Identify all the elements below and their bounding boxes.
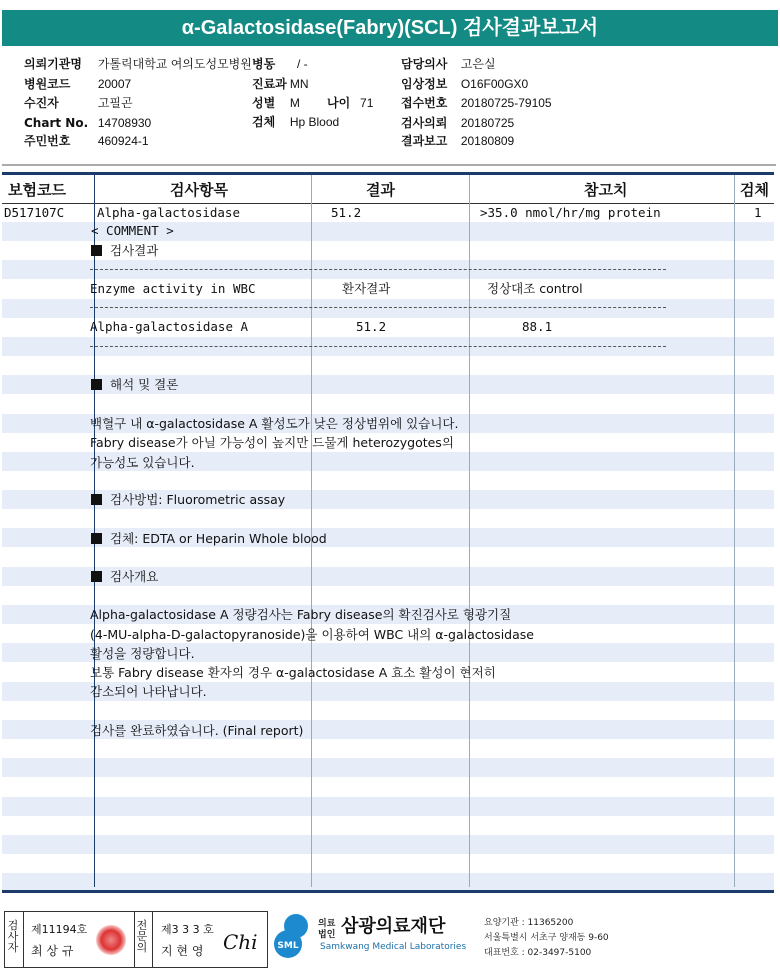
header-code: 보험코드 (8, 181, 66, 199)
method-text: 검사방법: Fluorometric assay (110, 492, 286, 507)
header-specimen: 검체 (740, 181, 769, 199)
patient-col-label: 환자결과 (342, 281, 391, 296)
section-title: 해석 및 결론 (110, 377, 179, 392)
institution-code: 요양기관 : 11365200 (484, 918, 574, 928)
box-divider (152, 912, 153, 967)
section-title: 검사개요 (110, 569, 159, 584)
samkwang-logo-icon (272, 912, 314, 960)
info-dept (252, 77, 309, 91)
result-item: Alpha-galactosidase (97, 205, 240, 220)
report-title: α-Galactosidase(Fabry)(SCL) 검사결과보고서 (2, 10, 778, 46)
header-reference: 참고치 (584, 181, 628, 199)
tester-vertical-label: 검사자 (7, 919, 19, 954)
dashed-rule (90, 346, 666, 347)
info-value: 고필곤 (97, 96, 133, 110)
section-interpretation (91, 377, 178, 393)
row-stripe (2, 835, 774, 854)
overview-line: 감소되어 나타납니다. (90, 684, 207, 699)
info-label: 주민번호 (24, 134, 71, 148)
dashed-rule (90, 269, 666, 270)
info-chart (24, 116, 151, 130)
info-label: 병동 (252, 57, 276, 71)
info-label: 수진자 (24, 96, 59, 110)
specialist-name: 지 현 영 (161, 944, 204, 958)
info-label: 성별 (252, 96, 276, 110)
info-value: 14708930 (97, 116, 152, 130)
info-label: 접수번호 (401, 96, 448, 110)
info-label: 검사의뢰 (401, 116, 448, 130)
logo-text: SML (277, 941, 299, 951)
info-label: 나이 (327, 96, 351, 110)
org-phone: 대표번호 : 02-3497-5100 (484, 948, 592, 958)
info-value: 가톨릭대학교 여의도성모병원 (97, 57, 252, 71)
info-specimen (252, 115, 339, 129)
bullet-square-icon (91, 571, 102, 582)
enzyme-item: Alpha-galactosidase A (90, 319, 249, 334)
result-reference: >35.0 nmol/hr/mg protein (480, 205, 661, 220)
info-hospital (24, 57, 252, 71)
info-patient (24, 96, 133, 110)
comment-tag: < COMMENT > (91, 223, 174, 238)
column-divider (469, 175, 470, 887)
official-seal-icon (96, 925, 126, 955)
result-specimen: 1 (754, 205, 762, 220)
interpretation-line: 백혈구 내 α-galactosidase A 활성도가 낮은 정상범위에 있습니다. (90, 416, 459, 431)
org-prefix: 법인 (318, 930, 336, 940)
info-value: Hp Blood (289, 115, 340, 129)
row-stripe (2, 797, 774, 816)
info-request (401, 116, 514, 130)
org-prefix: 의료 (318, 919, 336, 929)
result-value: 51.2 (331, 205, 362, 220)
info-value: 20180725-79105 (460, 96, 552, 110)
column-divider (734, 175, 735, 887)
interpretation-line: 가능성도 있습니다. (90, 455, 195, 470)
header-result: 결과 (366, 181, 395, 199)
section-result (91, 243, 158, 259)
info-label: 검체 (252, 115, 276, 129)
table-header (2, 172, 774, 204)
info-value: 71 (360, 96, 374, 110)
info-label: 의뢰기관명 (24, 57, 82, 71)
section-title: 검사결과 (110, 243, 159, 258)
tester-license: 제11194호 (31, 923, 88, 936)
info-code (24, 77, 131, 91)
specimen-text: 검체: EDTA or Heparin Whole blood (110, 531, 327, 546)
info-label: 결과보고 (401, 134, 448, 148)
header-item: 검사항목 (170, 181, 228, 199)
info-label: Chart No. (24, 116, 89, 130)
section-specimen (91, 531, 327, 547)
info-report (401, 134, 514, 148)
info-label: 병원코드 (24, 77, 71, 91)
interpretation-line: Fabry disease가 아닐 가능성이 높지만 드물게 heterozygotes의 (90, 435, 454, 450)
overview-line: 활성을 정량합니다. (90, 646, 195, 661)
specialist-vertical-label: 전문의 (136, 919, 148, 954)
control-result: 88.1 (522, 319, 553, 334)
row-stripe (2, 758, 774, 777)
info-value: 20007 (97, 77, 132, 91)
bullet-square-icon (91, 533, 102, 544)
result-code: D517107C (4, 205, 65, 220)
info-value: 20180809 (460, 134, 515, 148)
box-divider (23, 912, 24, 967)
bullet-square-icon (91, 494, 102, 505)
info-label: 담당의사 (401, 57, 448, 71)
info-value: 20180725 (460, 116, 515, 130)
box-divider (134, 912, 135, 967)
overview-line: (4-MU-alpha-D-galactopyranoside)을 이용하여 WBC 내의 α-galactosidase (90, 627, 534, 642)
bullet-square-icon (91, 379, 102, 390)
row-stripe (2, 299, 774, 318)
info-sex (252, 96, 300, 110)
section-overview (91, 569, 158, 585)
patient-result: 51.2 (356, 319, 387, 334)
info-ward (252, 57, 308, 71)
table-bottom-rule (2, 890, 774, 893)
final-report-note: 검사를 완료하였습니다. (Final report) (90, 723, 304, 738)
org-english-name: Samkwang Medical Laboratories (320, 942, 467, 952)
signature-box (4, 911, 268, 968)
info-label: 임상정보 (401, 77, 448, 91)
info-label: 진료과 (252, 77, 287, 91)
info-id (24, 134, 149, 148)
control-col-label: 정상대조 control (487, 281, 583, 296)
tester-name: 최 상 규 (31, 944, 74, 958)
signature-icon: Chi (223, 930, 258, 954)
info-value: O16F00GX0 (460, 77, 529, 91)
info-age (327, 96, 373, 110)
overview-line: 보통 Fabry disease 환자의 경우 α-galactosidase A 효소 활성이 현저히 (90, 665, 496, 680)
section-method (91, 492, 285, 508)
info-doctor (401, 57, 496, 71)
info-value: 고은실 (460, 57, 496, 71)
info-value: 460924-1 (97, 134, 149, 148)
dashed-rule (90, 307, 666, 308)
org-name: 삼광의료재단 (341, 916, 446, 937)
specialist-license: 제3 3 3 호 (161, 923, 214, 936)
info-receipt (401, 96, 552, 110)
org-address: 서울특별시 서초구 양재동 9-60 (484, 933, 609, 943)
info-clinical (401, 77, 528, 91)
info-value: / - (297, 57, 308, 71)
info-value: MN (289, 77, 309, 91)
enzyme-col-label: Enzyme activity in WBC (90, 281, 256, 296)
info-value: M (289, 96, 300, 110)
bullet-square-icon (91, 245, 102, 256)
overview-line: Alpha-galactosidase A 정량검사는 Fabry disease의 확진검사로 형광기질 (90, 607, 512, 622)
section-divider (2, 164, 776, 166)
